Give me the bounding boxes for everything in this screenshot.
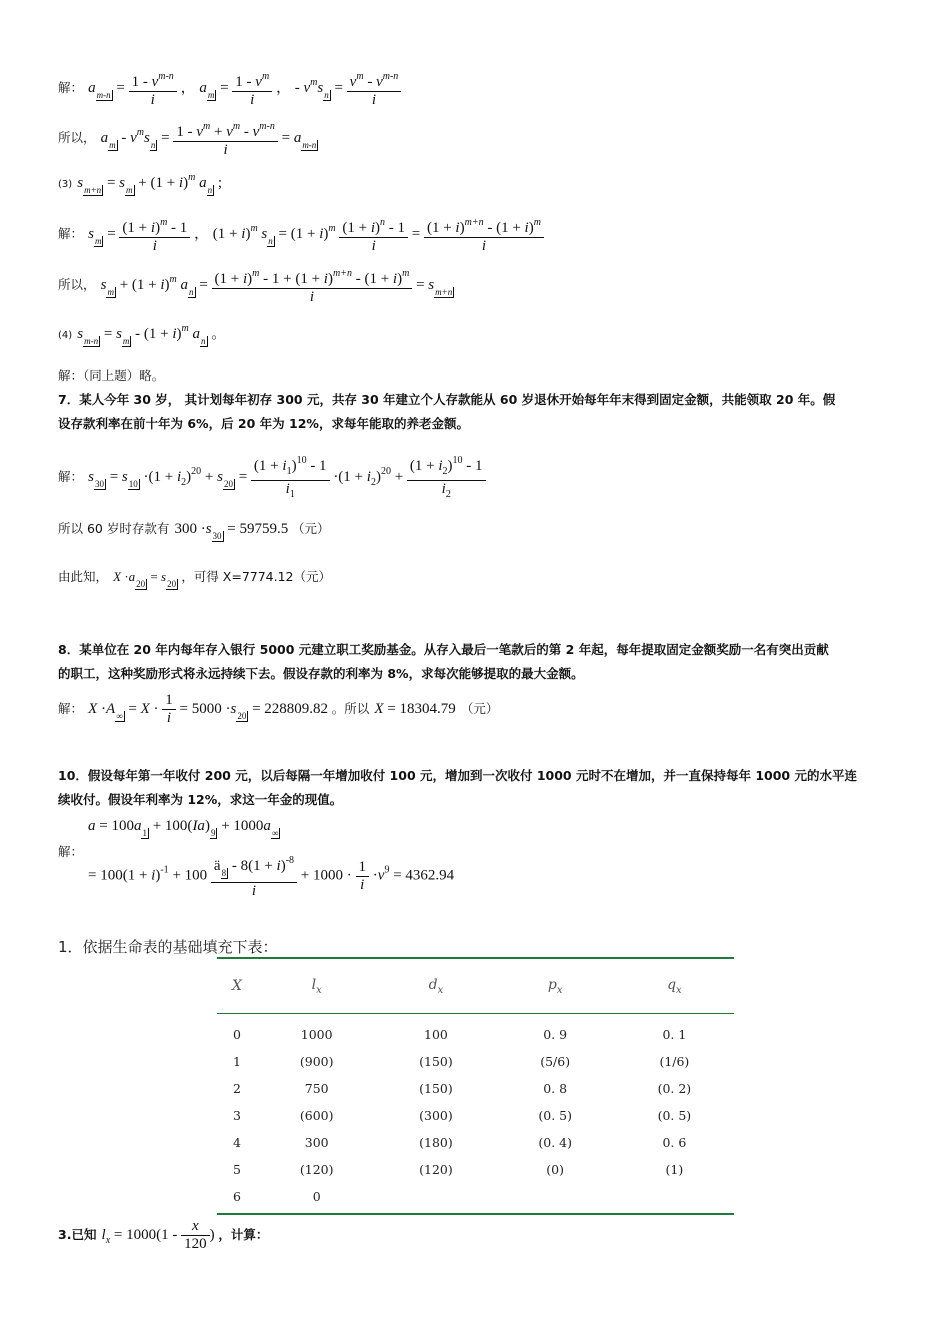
solution-same: 解：（同上题）略。 bbox=[58, 368, 165, 383]
math-6: $s_{m-n} = s_m - (1 + i)^m$ $a_n$ 。 bbox=[77, 323, 227, 346]
label-jie-p10: 解： bbox=[58, 844, 84, 859]
math-8: $300 \cdot s_{30} = 59759.5$ bbox=[174, 521, 289, 541]
cell-dx: (300) bbox=[419, 1108, 453, 1123]
problem-3-suffix: ，计算： bbox=[218, 1226, 269, 1242]
formula-line-5 bbox=[58, 265, 454, 306]
cell-qx: 0. 6 bbox=[662, 1135, 687, 1150]
label-youcizhi: 由此知， bbox=[58, 569, 109, 584]
value-5000: 5000 bbox=[191, 700, 222, 717]
cell-dx: (150) bbox=[419, 1054, 453, 1069]
problem-10-line-1: 10．假设每年第一年收付 200 元，以后每隔一年增加收付 100 元，增加到一次收付 1000 元时不在增加，并一直保持每年 1000 元的水平连 bbox=[58, 768, 857, 783]
math-11: X = 18304.79 bbox=[374, 700, 456, 717]
formula-p7-1 bbox=[58, 452, 486, 503]
cell-lx: 0 bbox=[257, 1183, 376, 1214]
problem-10-line-2: 续收付。假设年利率为 12%，求这一年金的现值。 bbox=[58, 792, 343, 807]
cell-x: 2 bbox=[233, 1081, 241, 1096]
problem-8-line-2: 的职工，这种奖励形式将永远持续下去。假设存款的利率为 8%，求每次能够提取的最大金额。 bbox=[58, 666, 584, 681]
cell-px: (5/6) bbox=[540, 1054, 571, 1069]
math-14: $l_x = 1000(1$ - $\frac{x}{120}$ ) bbox=[101, 1218, 219, 1252]
header-dx: $d_x$ bbox=[376, 958, 495, 1014]
cell-px: 0. 9 bbox=[543, 1027, 568, 1042]
formula-p7-3 bbox=[58, 566, 331, 589]
formula-line-4 bbox=[58, 214, 544, 255]
formula-p8 bbox=[58, 692, 498, 727]
math-3: $s_{m+n} = s_m + (1 + i)^m$ $a_n$ ; bbox=[77, 172, 222, 195]
cell-lx: 750 bbox=[304, 1081, 329, 1096]
label-suoyi: 所以， bbox=[58, 129, 96, 145]
table-title: 1．依据生命表的基础填充下表： bbox=[58, 938, 278, 956]
item-3-label: (3) bbox=[58, 179, 73, 190]
table-row bbox=[217, 1129, 734, 1156]
math-2: $a_m - v^ms_n$ = $\frac{1 - v^m + v^m - v^{m-n}}{i}$ = $a_{m-n}$ bbox=[101, 130, 319, 146]
problem-7-line-2: 设存款利率在前十年为 6%，后 20 年为 12%，求每年能取的养老金额。 bbox=[58, 416, 469, 431]
math-10: $X \cdot A_\infty = X$ · $\frac{1}{i}$ = $5000 \cdot s_{20} = 228809.82$ bbox=[88, 692, 329, 726]
cell-x: 4 bbox=[233, 1135, 241, 1150]
cell-dx: 100 bbox=[424, 1027, 448, 1042]
label-suoyi: 所以， bbox=[58, 276, 96, 292]
formula-item-4 bbox=[58, 322, 226, 346]
header-lx: $l_x$ bbox=[257, 958, 376, 1014]
cell-x: 0 bbox=[233, 1027, 241, 1042]
cell-lx: 1000 bbox=[300, 1027, 333, 1042]
cell-dx: (150) bbox=[419, 1081, 453, 1096]
math-1: $a_{m-n}$ = $\frac{1 - v^{m-n}}{i}$ ， $a_m$ = $\frac{1 - v^m}{i}$ ， - $v^ms_n$ = $\frac{v^m - v^{m-n}}{i}$ bbox=[88, 80, 401, 96]
label-jie: 解： bbox=[58, 79, 84, 95]
formula-item-3 bbox=[58, 172, 222, 195]
cell-dx bbox=[376, 1183, 495, 1214]
header-px: $p_x$ bbox=[496, 958, 615, 1014]
formula-line-1 bbox=[58, 68, 401, 109]
label-suoyi60: 所以 60 岁时存款有 bbox=[58, 521, 170, 536]
cell-lx: (600) bbox=[299, 1108, 334, 1123]
value-228809: 228809.82 bbox=[264, 700, 329, 717]
cell-qx: (0. 2) bbox=[657, 1081, 692, 1096]
cell-qx: (1) bbox=[665, 1162, 684, 1177]
cell-lx: (120) bbox=[299, 1162, 334, 1177]
label-jie: 解： bbox=[58, 225, 84, 241]
cell-qx: (0. 5) bbox=[657, 1108, 692, 1123]
cell-x: 6 bbox=[217, 1183, 257, 1214]
table-row bbox=[217, 1102, 734, 1129]
table-row bbox=[217, 1014, 734, 1049]
cell-x: 3 bbox=[233, 1108, 241, 1123]
label-yuan: （元） bbox=[460, 700, 499, 716]
formula-p7-2 bbox=[58, 518, 330, 541]
cell-lx: 300 bbox=[304, 1135, 329, 1150]
header-qx: $q_x$ bbox=[615, 958, 734, 1014]
math-4: $s_m$ = $\frac{(1 + i)^m - 1}{i}$ ， $(1 + i)^m$ $s_n = (1 + i)^m$ $\frac{(1 + i)^n - 1}{i}$ = $\frac{(1 + i)^{m+n} - (1 + i)^m}{i}$ bbox=[88, 226, 544, 242]
cell-qx: (1/6) bbox=[659, 1054, 690, 1069]
problem-3 bbox=[58, 1218, 268, 1253]
table-header-row bbox=[217, 958, 734, 1014]
cell-x: 5 bbox=[233, 1162, 241, 1177]
cell-dx: (120) bbox=[419, 1162, 453, 1177]
math-12: $a = 100a_1 + 100(Ia)_9 + 1000a_\infty$ bbox=[88, 818, 279, 838]
cell-qx bbox=[615, 1183, 734, 1214]
header-x: X bbox=[217, 958, 257, 1014]
cell-px: (0. 4) bbox=[538, 1135, 572, 1150]
label-jie: 解： bbox=[58, 700, 84, 716]
problem-8-line-1: 8．某单位在 20 年内每年存入银行 5000 元建立职工奖励基金。从存入最后一笔款后的第 2 年起，每年提取固定金额奖励一名有突出贡献 bbox=[58, 642, 829, 657]
problem-3-prefix: 3.已知 bbox=[58, 1226, 97, 1242]
cell-px bbox=[496, 1183, 615, 1214]
cell-x: 1 bbox=[233, 1054, 241, 1069]
result-p7: ，可得 X=7774.12（元） bbox=[181, 569, 332, 584]
math-5: $s_m + (1 + i)^m$ $a_n$ = $\frac{(1 + i)^m - 1 + (1 + i)^{m+n} - (1 + i)^m}{i}$ = $s_{m+n}$ bbox=[101, 277, 455, 293]
problem-7-line-1: 7．某人今年 30 岁， 其计划每年初存 300 元，共存 30 年建立个人存款能从 60 岁退休开始每年年末得到固定金额，共能领取 20 年。假 bbox=[58, 392, 836, 407]
item-4-label: (4) bbox=[58, 330, 73, 341]
value-59759: 59759.5 bbox=[239, 521, 289, 537]
cell-px: (0) bbox=[546, 1162, 565, 1177]
table-row bbox=[217, 1075, 734, 1102]
value-4362: 4362.94 bbox=[405, 867, 455, 884]
label-suoyi-short: 。所以 bbox=[331, 700, 370, 716]
value-18304: 18304.79 bbox=[399, 700, 456, 717]
life-table bbox=[217, 957, 734, 1215]
table-row bbox=[217, 1183, 734, 1214]
cell-px: (0. 5) bbox=[538, 1108, 572, 1123]
cell-px: 0. 8 bbox=[543, 1081, 568, 1096]
math-9: $X \cdot a_{20} = s_{20}$ bbox=[113, 569, 177, 589]
label-jie: 解： bbox=[58, 468, 84, 484]
cell-dx: (180) bbox=[419, 1135, 453, 1150]
math-13: = $100(1 + i)^{-1} + 100$ $\frac{ä_8 - 8(1 + i)^{-8}}{i}$ + 1000 · $\frac{1}{i}$ $\cdot v^9 = 4362.94$ bbox=[88, 852, 454, 900]
table-row bbox=[217, 1048, 734, 1075]
cell-qx: 0. 1 bbox=[662, 1027, 687, 1042]
cell-lx: (900) bbox=[299, 1054, 334, 1069]
math-7: $s_{30} = s_{10} \cdot(1 + i_2)^{20} + s_{20}$ = $\frac{(1 + i_1)^{10} - 1}{i_1}$ $\cdot(1 + i_2)^{20}$ + $\frac{(1 + i_2)^{10} - 1}{i_2}$ bbox=[88, 469, 485, 485]
value-300: 300 bbox=[174, 521, 197, 537]
formula-line-2 bbox=[58, 118, 318, 159]
label-yuan: （元） bbox=[292, 521, 330, 536]
table-row bbox=[217, 1156, 734, 1183]
